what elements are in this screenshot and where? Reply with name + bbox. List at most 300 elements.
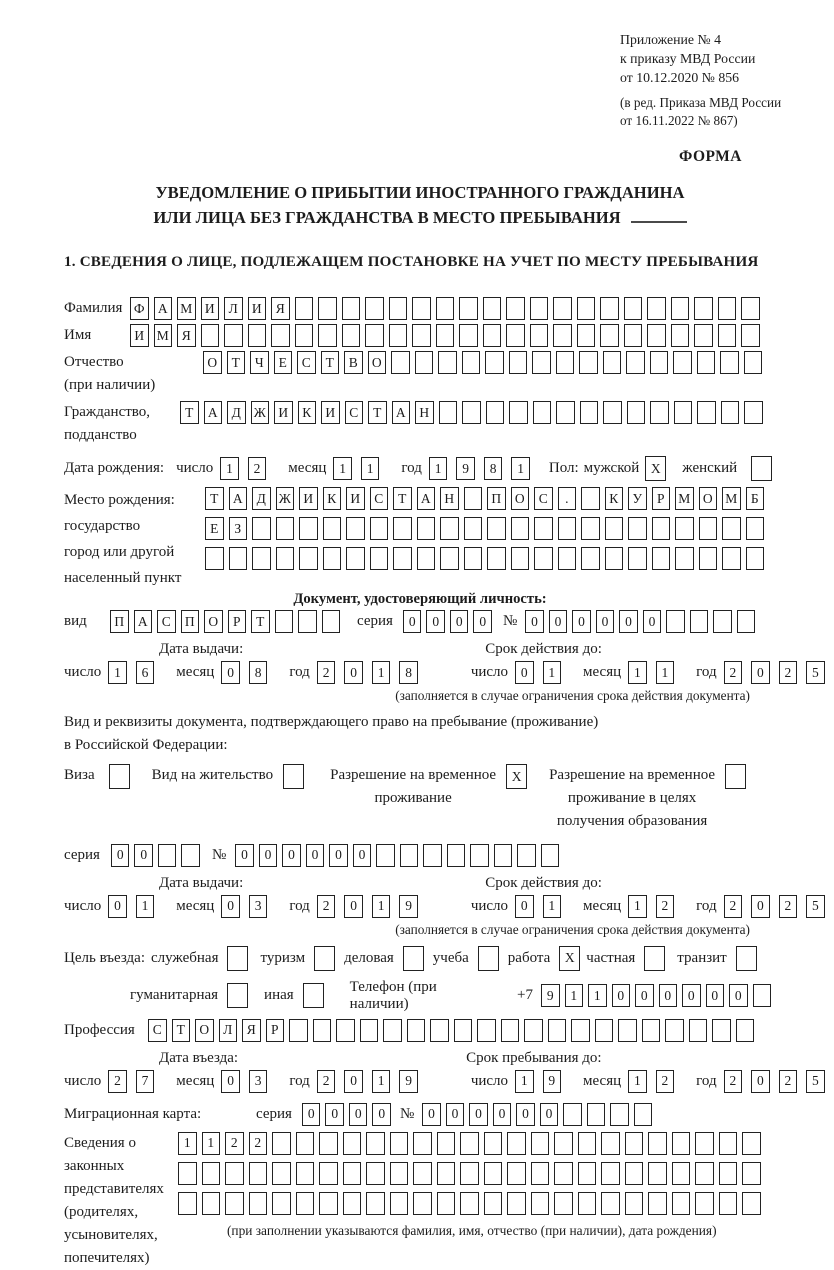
char-cell[interactable]: 1 (372, 661, 391, 684)
char-cell[interactable] (376, 844, 395, 867)
char-cell[interactable]: Н (440, 487, 459, 510)
char-cell[interactable] (718, 297, 737, 320)
char-cell[interactable] (276, 547, 295, 570)
char-cell[interactable] (556, 401, 575, 424)
char-cell[interactable]: О (368, 351, 387, 374)
char-cell[interactable] (462, 351, 481, 374)
char-cell[interactable]: Б (746, 487, 765, 510)
char-cell[interactable]: 8 (399, 661, 418, 684)
char-cell[interactable] (438, 351, 457, 374)
char-cell[interactable] (652, 517, 671, 540)
char-cell[interactable]: 1 (429, 457, 448, 480)
char-cell[interactable]: И (346, 487, 365, 510)
char-cell[interactable]: 0 (635, 984, 654, 1007)
char-cell[interactable] (744, 401, 763, 424)
char-cell[interactable] (178, 1192, 197, 1215)
char-cell[interactable]: З (229, 517, 248, 540)
char-cell[interactable] (672, 1162, 691, 1185)
char-cell[interactable] (249, 1192, 268, 1215)
char-cell[interactable]: 1 (543, 661, 562, 684)
char-cell[interactable] (276, 517, 295, 540)
char-cell[interactable]: Л (224, 297, 243, 320)
char-cell[interactable]: 0 (515, 661, 534, 684)
char-cell[interactable]: 0 (111, 844, 130, 867)
char-cell[interactable]: М (722, 487, 741, 510)
char-cell[interactable]: 1 (515, 1070, 534, 1093)
char-cell[interactable]: 6 (136, 661, 155, 684)
char-cell[interactable]: 5 (806, 895, 825, 918)
char-cell[interactable] (464, 547, 483, 570)
char-cell[interactable]: 0 (596, 610, 615, 633)
char-cell[interactable]: 0 (572, 610, 591, 633)
residence-permit-checkbox[interactable] (283, 764, 304, 789)
char-cell[interactable] (671, 324, 690, 347)
char-cell[interactable]: И (274, 401, 293, 424)
study-checkbox[interactable] (478, 946, 499, 971)
char-cell[interactable] (319, 1162, 338, 1185)
temp-residence-checkbox[interactable]: X (506, 764, 527, 789)
char-cell[interactable] (318, 324, 337, 347)
visa-checkbox[interactable] (109, 764, 130, 789)
char-cell[interactable]: 0 (540, 1103, 559, 1126)
char-cell[interactable] (719, 1132, 738, 1155)
char-cell[interactable] (507, 1192, 526, 1215)
char-cell[interactable]: 1 (628, 895, 647, 918)
char-cell[interactable] (299, 517, 318, 540)
char-cell[interactable] (296, 1162, 315, 1185)
char-cell[interactable] (534, 517, 553, 540)
char-cell[interactable]: 0 (344, 1070, 363, 1093)
char-cell[interactable] (746, 517, 765, 540)
char-cell[interactable]: Д (252, 487, 271, 510)
char-cell[interactable]: 0 (221, 895, 240, 918)
char-cell[interactable] (464, 517, 483, 540)
char-cell[interactable] (571, 1019, 590, 1042)
char-cell[interactable]: Н (415, 401, 434, 424)
char-cell[interactable]: 0 (682, 984, 701, 1007)
char-cell[interactable] (511, 547, 530, 570)
char-cell[interactable]: 1 (543, 895, 562, 918)
char-cell[interactable] (648, 1132, 667, 1155)
char-cell[interactable] (578, 1162, 597, 1185)
char-cell[interactable]: 1 (628, 1070, 647, 1093)
char-cell[interactable] (601, 1192, 620, 1215)
char-cell[interactable]: Т (393, 487, 412, 510)
char-cell[interactable]: И (130, 324, 149, 347)
char-cell[interactable]: 0 (235, 844, 254, 867)
char-cell[interactable] (437, 1162, 456, 1185)
char-cell[interactable]: И (299, 487, 318, 510)
char-cell[interactable]: 0 (469, 1103, 488, 1126)
char-cell[interactable] (742, 1132, 761, 1155)
char-cell[interactable]: 2 (317, 1070, 336, 1093)
private-checkbox[interactable] (644, 946, 665, 971)
char-cell[interactable]: 0 (302, 1103, 321, 1126)
char-cell[interactable] (650, 401, 669, 424)
char-cell[interactable] (271, 324, 290, 347)
char-cell[interactable]: 0 (353, 844, 372, 867)
work-checkbox[interactable]: X (559, 946, 580, 971)
char-cell[interactable] (697, 351, 716, 374)
char-cell[interactable] (603, 401, 622, 424)
char-cell[interactable]: 2 (779, 1070, 798, 1093)
char-cell[interactable] (413, 1162, 432, 1185)
char-cell[interactable] (581, 487, 600, 510)
char-cell[interactable] (412, 297, 431, 320)
char-cell[interactable]: 2 (108, 1070, 127, 1093)
char-cell[interactable] (485, 351, 504, 374)
char-cell[interactable] (697, 401, 716, 424)
char-cell[interactable]: 1 (628, 661, 647, 684)
char-cell[interactable]: Я (271, 297, 290, 320)
char-cell[interactable] (202, 1192, 221, 1215)
char-cell[interactable] (558, 517, 577, 540)
char-cell[interactable] (517, 844, 536, 867)
char-cell[interactable] (447, 844, 466, 867)
char-cell[interactable]: П (110, 610, 129, 633)
char-cell[interactable] (413, 1192, 432, 1215)
char-cell[interactable] (720, 351, 739, 374)
char-cell[interactable]: 0 (706, 984, 725, 1007)
char-cell[interactable] (534, 547, 553, 570)
char-cell[interactable] (665, 1019, 684, 1042)
female-checkbox[interactable] (751, 456, 772, 481)
char-cell[interactable]: 2 (248, 457, 267, 480)
char-cell[interactable] (652, 547, 671, 570)
char-cell[interactable]: О (511, 487, 530, 510)
char-cell[interactable] (413, 1132, 432, 1155)
char-cell[interactable]: 5 (806, 661, 825, 684)
char-cell[interactable] (470, 844, 489, 867)
char-cell[interactable] (719, 1192, 738, 1215)
char-cell[interactable] (487, 517, 506, 540)
char-cell[interactable] (577, 297, 596, 320)
char-cell[interactable]: 1 (178, 1132, 197, 1155)
char-cell[interactable]: 0 (619, 610, 638, 633)
char-cell[interactable] (647, 297, 666, 320)
char-cell[interactable]: 1 (372, 895, 391, 918)
char-cell[interactable] (407, 1019, 426, 1042)
char-cell[interactable] (647, 324, 666, 347)
char-cell[interactable]: 2 (724, 895, 743, 918)
char-cell[interactable] (178, 1162, 197, 1185)
char-cell[interactable] (744, 351, 763, 374)
char-cell[interactable] (365, 324, 384, 347)
char-cell[interactable] (553, 324, 572, 347)
char-cell[interactable] (625, 1162, 644, 1185)
char-cell[interactable] (737, 610, 756, 633)
char-cell[interactable] (201, 324, 220, 347)
char-cell[interactable]: С (534, 487, 553, 510)
char-cell[interactable] (558, 547, 577, 570)
char-cell[interactable] (673, 351, 692, 374)
char-cell[interactable] (336, 1019, 355, 1042)
char-cell[interactable]: 0 (422, 1103, 441, 1126)
char-cell[interactable] (719, 1162, 738, 1185)
char-cell[interactable] (252, 517, 271, 540)
char-cell[interactable]: Л (219, 1019, 238, 1042)
char-cell[interactable] (370, 517, 389, 540)
char-cell[interactable] (295, 297, 314, 320)
char-cell[interactable] (600, 297, 619, 320)
char-cell[interactable]: 0 (493, 1103, 512, 1126)
char-cell[interactable] (454, 1019, 473, 1042)
char-cell[interactable] (694, 297, 713, 320)
char-cell[interactable]: 0 (729, 984, 748, 1007)
char-cell[interactable]: 0 (344, 661, 363, 684)
char-cell[interactable]: А (417, 487, 436, 510)
char-cell[interactable]: 0 (344, 895, 363, 918)
char-cell[interactable] (460, 1192, 479, 1215)
char-cell[interactable]: 1 (588, 984, 607, 1007)
char-cell[interactable] (342, 297, 361, 320)
char-cell[interactable] (390, 1162, 409, 1185)
char-cell[interactable] (365, 297, 384, 320)
char-cell[interactable]: 0 (450, 610, 469, 633)
char-cell[interactable] (532, 351, 551, 374)
char-cell[interactable] (343, 1192, 362, 1215)
char-cell[interactable]: 0 (306, 844, 325, 867)
char-cell[interactable]: О (699, 487, 718, 510)
char-cell[interactable]: У (628, 487, 647, 510)
char-cell[interactable] (507, 1132, 526, 1155)
char-cell[interactable] (628, 547, 647, 570)
char-cell[interactable] (628, 517, 647, 540)
char-cell[interactable] (601, 1132, 620, 1155)
char-cell[interactable]: 7 (136, 1070, 155, 1093)
char-cell[interactable] (366, 1192, 385, 1215)
char-cell[interactable] (412, 324, 431, 347)
char-cell[interactable]: А (204, 401, 223, 424)
char-cell[interactable]: 1 (136, 895, 155, 918)
char-cell[interactable] (464, 487, 483, 510)
char-cell[interactable] (648, 1162, 667, 1185)
char-cell[interactable] (531, 1192, 550, 1215)
char-cell[interactable]: М (675, 487, 694, 510)
char-cell[interactable] (626, 351, 645, 374)
char-cell[interactable] (440, 547, 459, 570)
char-cell[interactable] (736, 1019, 755, 1042)
char-cell[interactable] (531, 1132, 550, 1155)
char-cell[interactable] (541, 844, 560, 867)
char-cell[interactable] (298, 610, 317, 633)
char-cell[interactable]: О (204, 610, 223, 633)
char-cell[interactable]: 0 (349, 1103, 368, 1126)
char-cell[interactable]: П (487, 487, 506, 510)
char-cell[interactable]: 2 (225, 1132, 244, 1155)
char-cell[interactable]: Т (251, 610, 270, 633)
char-cell[interactable] (252, 547, 271, 570)
char-cell[interactable]: 0 (516, 1103, 535, 1126)
char-cell[interactable] (578, 1132, 597, 1155)
char-cell[interactable]: М (177, 297, 196, 320)
char-cell[interactable] (272, 1162, 291, 1185)
char-cell[interactable] (459, 297, 478, 320)
char-cell[interactable]: 0 (643, 610, 662, 633)
char-cell[interactable] (533, 401, 552, 424)
char-cell[interactable]: 2 (317, 661, 336, 684)
char-cell[interactable]: Я (177, 324, 196, 347)
char-cell[interactable] (389, 297, 408, 320)
char-cell[interactable]: 2 (249, 1132, 268, 1155)
char-cell[interactable] (671, 297, 690, 320)
char-cell[interactable]: 0 (473, 610, 492, 633)
char-cell[interactable] (666, 610, 685, 633)
char-cell[interactable] (415, 351, 434, 374)
char-cell[interactable] (383, 1019, 402, 1042)
char-cell[interactable] (390, 1132, 409, 1155)
char-cell[interactable] (440, 517, 459, 540)
char-cell[interactable] (753, 984, 772, 1007)
char-cell[interactable] (400, 844, 419, 867)
char-cell[interactable]: Т (227, 351, 246, 374)
char-cell[interactable] (360, 1019, 379, 1042)
char-cell[interactable]: С (148, 1019, 167, 1042)
char-cell[interactable]: Е (205, 517, 224, 540)
char-cell[interactable] (417, 547, 436, 570)
char-cell[interactable] (648, 1192, 667, 1215)
char-cell[interactable] (318, 297, 337, 320)
char-cell[interactable]: 0 (259, 844, 278, 867)
char-cell[interactable]: 0 (446, 1103, 465, 1126)
char-cell[interactable] (577, 324, 596, 347)
char-cell[interactable] (605, 517, 624, 540)
char-cell[interactable]: 0 (426, 610, 445, 633)
char-cell[interactable] (642, 1019, 661, 1042)
char-cell[interactable]: Т (172, 1019, 191, 1042)
char-cell[interactable]: Т (321, 351, 340, 374)
char-cell[interactable] (718, 324, 737, 347)
char-cell[interactable] (296, 1192, 315, 1215)
char-cell[interactable] (249, 1162, 268, 1185)
char-cell[interactable]: 8 (249, 661, 268, 684)
char-cell[interactable] (319, 1192, 338, 1215)
char-cell[interactable] (674, 401, 693, 424)
char-cell[interactable]: Ж (276, 487, 295, 510)
char-cell[interactable] (601, 1162, 620, 1185)
char-cell[interactable]: 0 (134, 844, 153, 867)
char-cell[interactable]: 0 (329, 844, 348, 867)
char-cell[interactable]: А (154, 297, 173, 320)
char-cell[interactable]: Ч (250, 351, 269, 374)
char-cell[interactable] (225, 1192, 244, 1215)
char-cell[interactable] (477, 1019, 496, 1042)
char-cell[interactable]: И (248, 297, 267, 320)
char-cell[interactable] (741, 324, 760, 347)
char-cell[interactable] (712, 1019, 731, 1042)
char-cell[interactable] (158, 844, 177, 867)
char-cell[interactable] (634, 1103, 653, 1126)
char-cell[interactable] (689, 1019, 708, 1042)
char-cell[interactable]: 5 (806, 1070, 825, 1093)
char-cell[interactable] (627, 401, 646, 424)
char-cell[interactable]: А (392, 401, 411, 424)
char-cell[interactable] (695, 1192, 714, 1215)
char-cell[interactable]: С (157, 610, 176, 633)
char-cell[interactable]: . (558, 487, 577, 510)
char-cell[interactable] (746, 547, 765, 570)
char-cell[interactable] (224, 324, 243, 347)
char-cell[interactable] (272, 1192, 291, 1215)
char-cell[interactable]: 0 (515, 895, 534, 918)
char-cell[interactable]: 2 (724, 661, 743, 684)
char-cell[interactable] (690, 610, 709, 633)
char-cell[interactable]: С (370, 487, 389, 510)
char-cell[interactable] (509, 401, 528, 424)
char-cell[interactable]: 1 (565, 984, 584, 1007)
business-checkbox[interactable] (227, 946, 248, 971)
char-cell[interactable] (346, 547, 365, 570)
char-cell[interactable]: 1 (361, 457, 380, 480)
char-cell[interactable] (618, 1019, 637, 1042)
char-cell[interactable] (295, 324, 314, 347)
char-cell[interactable] (393, 547, 412, 570)
char-cell[interactable] (389, 324, 408, 347)
char-cell[interactable]: И (201, 297, 220, 320)
char-cell[interactable] (603, 351, 622, 374)
char-cell[interactable]: В (344, 351, 363, 374)
char-cell[interactable] (742, 1192, 761, 1215)
char-cell[interactable] (484, 1162, 503, 1185)
char-cell[interactable]: Т (180, 401, 199, 424)
char-cell[interactable] (530, 324, 549, 347)
char-cell[interactable] (721, 401, 740, 424)
char-cell[interactable]: 0 (549, 610, 568, 633)
char-cell[interactable] (506, 297, 525, 320)
char-cell[interactable] (605, 547, 624, 570)
char-cell[interactable]: И (321, 401, 340, 424)
char-cell[interactable] (610, 1103, 629, 1126)
char-cell[interactable] (436, 297, 455, 320)
char-cell[interactable]: О (195, 1019, 214, 1042)
char-cell[interactable]: 9 (456, 457, 475, 480)
char-cell[interactable] (524, 1019, 543, 1042)
char-cell[interactable]: Е (274, 351, 293, 374)
char-cell[interactable]: 0 (221, 1070, 240, 1093)
char-cell[interactable] (556, 351, 575, 374)
char-cell[interactable]: К (323, 487, 342, 510)
char-cell[interactable] (587, 1103, 606, 1126)
char-cell[interactable]: 0 (403, 610, 422, 633)
char-cell[interactable]: 9 (399, 895, 418, 918)
char-cell[interactable]: Р (228, 610, 247, 633)
char-cell[interactable]: 0 (282, 844, 301, 867)
char-cell[interactable] (439, 401, 458, 424)
char-cell[interactable] (275, 610, 294, 633)
char-cell[interactable] (346, 517, 365, 540)
char-cell[interactable]: 0 (659, 984, 678, 1007)
char-cell[interactable]: А (229, 487, 248, 510)
char-cell[interactable] (484, 1132, 503, 1155)
char-cell[interactable]: 2 (779, 661, 798, 684)
char-cell[interactable]: 0 (372, 1103, 391, 1126)
char-cell[interactable]: Р (266, 1019, 285, 1042)
char-cell[interactable]: 1 (202, 1132, 221, 1155)
char-cell[interactable] (437, 1192, 456, 1215)
char-cell[interactable]: 1 (511, 457, 530, 480)
char-cell[interactable] (483, 324, 502, 347)
char-cell[interactable] (486, 401, 505, 424)
temp-residence-edu-checkbox[interactable] (725, 764, 746, 789)
char-cell[interactable] (436, 324, 455, 347)
char-cell[interactable] (229, 547, 248, 570)
humanitarian-checkbox[interactable] (227, 983, 248, 1008)
char-cell[interactable]: П (181, 610, 200, 633)
char-cell[interactable]: 2 (779, 895, 798, 918)
char-cell[interactable] (741, 297, 760, 320)
char-cell[interactable] (530, 297, 549, 320)
char-cell[interactable] (548, 1019, 567, 1042)
